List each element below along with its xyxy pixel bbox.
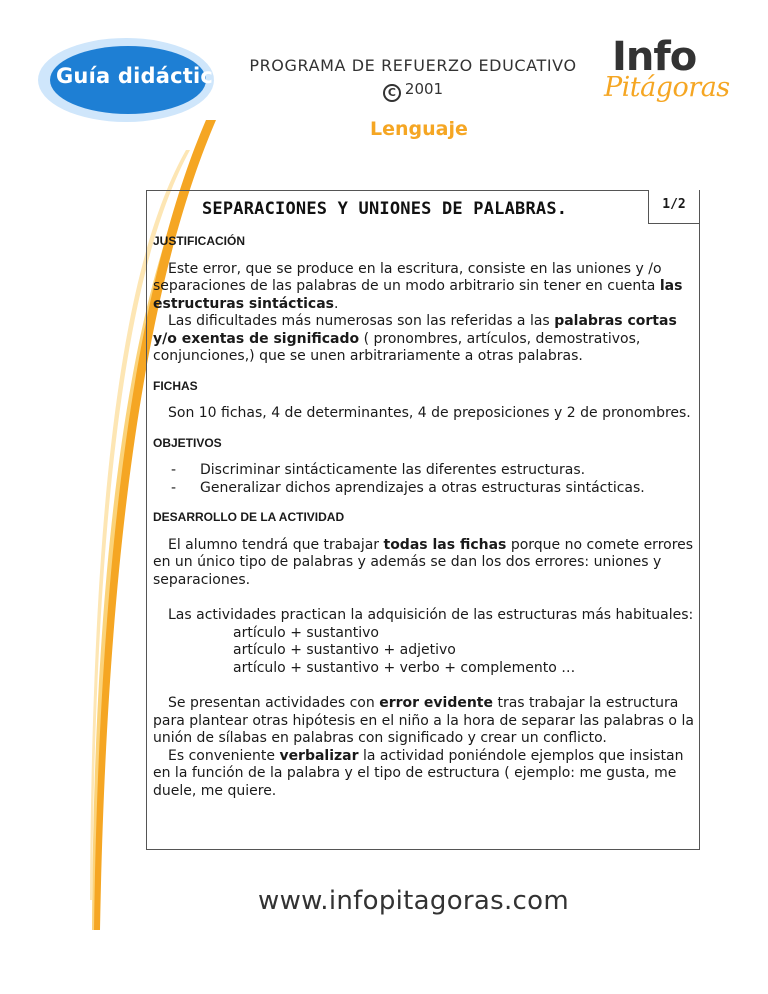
objectives-list (153, 462, 699, 497)
paragraph: Se presentan actividades con error evidente tras trabajar la estructura para plantear otras hipótesis en el niño a la hora de separar las palabras o la unión de sílabas en palabras con significado y crear un conflicto. (153, 695, 694, 746)
card-title: SEPARACIONES Y UNIONES DE PALABRAS. (202, 199, 568, 219)
structure-item: artículo + sustantivo + adjetivo (233, 642, 456, 658)
heading-justificacion: JUSTIFICACIÓN (153, 234, 246, 248)
heading-objetivos: OBJETIVOS (153, 435, 222, 450)
paragraph: Este error, que se produce en la escritura, consiste en las uniones y /o separaciones de las palabras de un modo arbitrario sin tener en cuenta las estructuras sintácticas. (153, 260, 683, 312)
heading-desarrollo: DESARROLLO DE LA ACTIVIDAD (153, 510, 345, 524)
structure-item: artículo + sustantivo + verbo + complemento … (233, 659, 576, 676)
heading-fichas: FICHAS (153, 378, 198, 393)
page-indicator: 1/2 (648, 190, 700, 224)
program-title: PROGRAMA DE REFUERZO EDUCATIVO (249, 56, 577, 75)
subject-title: Lenguaje (370, 118, 468, 140)
badge-text: Guía didáctica (56, 64, 228, 88)
copyright-icon: C (383, 84, 401, 102)
paragraph: Es conveniente verbalizar la actividad poniéndole ejemplos que insistan en la función de la palabra y el tipo de estructura ( ejemplo: me gusta, me duele, me quiere. (153, 747, 684, 799)
footer-url[interactable]: www.infopitagoras.com (258, 886, 569, 916)
paragraph: Son 10 fichas, 4 de determinantes, 4 de preposiciones y 2 de pronombres. (168, 405, 691, 421)
paragraph: Las actividades practican la adquisición de las estructuras más habituales: (168, 607, 694, 623)
copyright-year: 2001 (404, 80, 444, 98)
card-body (153, 233, 699, 800)
structure-item: artículo + sustantivo (233, 624, 380, 641)
paragraph: El alumno tendrá que trabajar todas las fichas porque no comete errores en un único tipo de palabras y además se dan los dos errores: uniones y separaciones. (153, 536, 694, 588)
paragraph: Las dificultades más numerosas son las referidas a las palabras cortas y/o exentas de significado ( pronombres, artículos, demostrativos, conjunciones,) que se unen arbitrariamente a otras palabras. (153, 313, 677, 364)
logo-info: Info (612, 34, 697, 80)
content-card (146, 190, 700, 850)
list-item: - Generalizar dichos aprendizajes a otras estructuras sintácticas. (171, 479, 645, 496)
list-item: - Discriminar sintácticamente las diferentes estructuras. (171, 462, 586, 478)
copyright (248, 80, 578, 102)
logo-pitagoras: Pitágoras (604, 72, 730, 103)
